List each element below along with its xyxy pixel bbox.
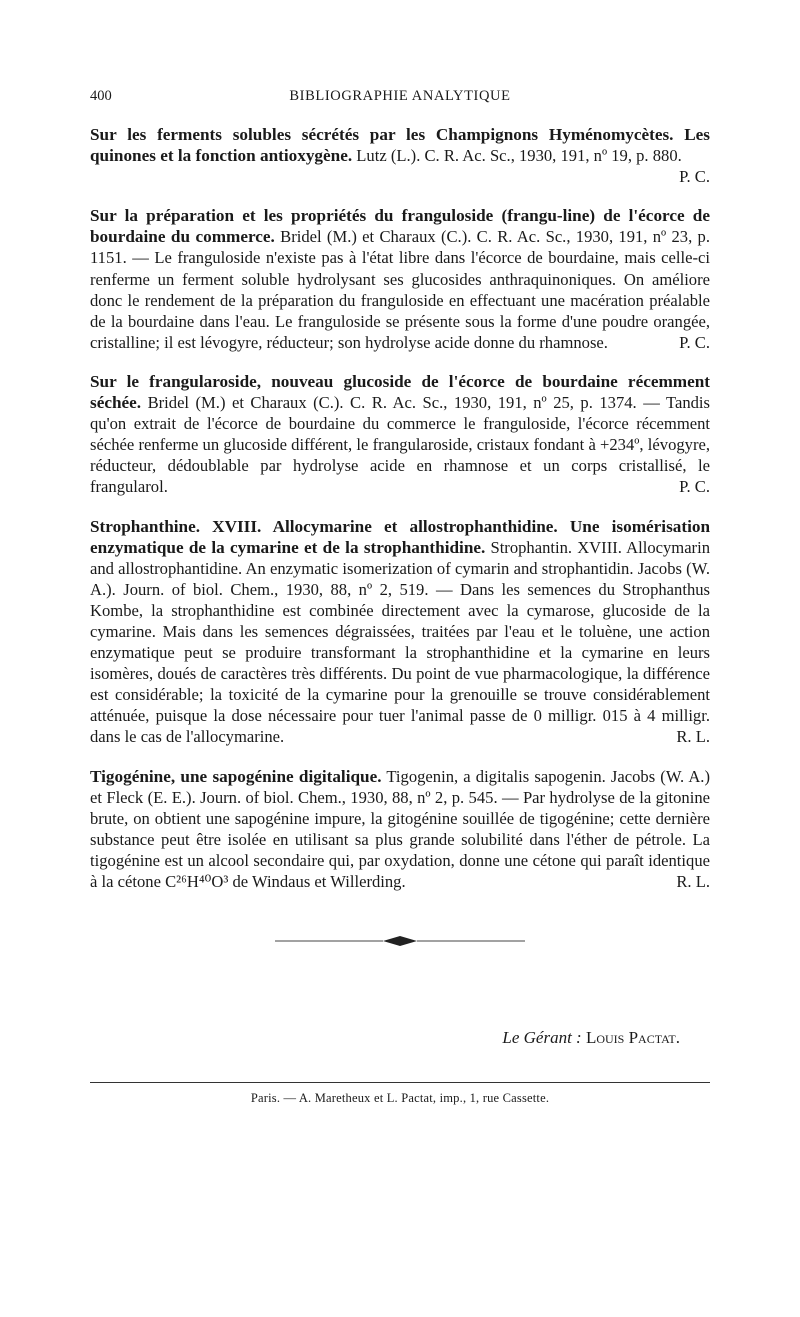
entry-title: Sur les ferments solubles sécrétés par les Champignons Hyménomycètes. Les quinones et la fonction antioxygène. [90,125,710,166]
running-title: BIBLIOGRAPHIE ANALYTIQUE [289,88,511,104]
bibliography-entry [90,205,710,353]
running-head [90,88,710,108]
gerant-label: Le Gérant : [502,1028,582,1048]
gerant-name: Louis Pactat. [585,1028,680,1048]
entry-signature: R. L. [676,727,710,747]
entry-body: — Tandis qu'on extrait de l'écorce de bourdaine du commerce le franguloside, l'écorce récemment séchée renferme un glucoside différent, le frangularoside, cristaux fondant à +234º, lévogyre, réducteur, dédoublable par hydrolyse acide en rhamnose et un corps cristallisé, le frangularol. [90,393,710,497]
entry-body: — Le franguloside n'existe pas à l'état libre dans l'écorce de bourdaine, mais celle-ci renferme un ferment soluble hydrolysant ses glucosides anthraquinoniques. On améliore donc le rendement de la préparation du franguloside en effectuant une macération préalable de la bourdaine dans l'eau. Le franguloside se présente sous la forme d'une poudre orangée, cristalline; il est lévogyre, réducteur; son hydrolyse acide donne du rhamnose. [90,248,710,352]
page [90,88,710,1106]
entry-body: — Dans les semences du Strophanthus Kombe, la strophanthidine est combinée directement avec la cymarose, glucoside de la cymarine. Mais dans les semences dégraissées, traitées par l'eau et le toluène, une action enzymatique peut se produire transformant la strophanthidine et la cymarine en leurs isomères, doués de caractères très différents. Du point de vue pharmacologique, la différence est considérable; la toxicité de la cymarine pour la grenouille se trouve considérablement atténuée, puisque la dose nécessaire pour tuer l'animal passe de 0 milligr. 015 à 4 milligr. dans le cas de l'allocymarine. [90,579,711,747]
entry-title: Sur le frangularoside, nouveau glucoside de l'écorce de bourdaine récemment séchée. [90,371,710,413]
entry-citation: Tigogenin, a digitalis sapogenin. Jacobs (W. A.) et Fleck (E. E.). Journ. of biol. Chem., 1930, 88, nº 2, p. 545. [90,766,710,807]
entry-signature: P. C. [679,167,710,187]
entry-title: Sur la préparation et les propriétés du franguloside (frangu-line) de l'écorce de bourdaine du commerce. [90,206,710,247]
footer-rule [90,1082,710,1083]
bibliography-entry [90,516,710,748]
gerant-signature [90,1028,710,1048]
entry-citation: Bridel (M.) et Charaux (C.). C. R. Ac. Sc., 1930, 191, nº 23, p. 1151. [90,227,710,268]
section-divider-ornament [275,934,525,948]
bibliography-entry [90,124,710,187]
entry-citation: Lutz (L.). C. R. Ac. Sc., 1930, 191, nº 19, p. 880. [356,146,682,166]
entry-title: Tigogénine, une sapogénine digitalique. [90,766,382,786]
entry-citation: Strophantin. XVIII. Allocymarin and allostrophantidine. An enzymatic isomerization of cymarin and strophantidin. Jacobs (W. A.). Journ. of biol. Chem., 1930, 88, nº 2, 519. [90,537,710,599]
printer-imprint: Paris. — A. Maretheux et L. Pactat, imp., 1, rue Cassette. [250,1091,550,1106]
entry-body: — Par hydrolyse de la gitonine brute, on obtient une sapogénine impure, la gitogénine souillée de tigogénine; cette dernière substance peut être isolée en utilisant sa plus grande solubilité dans l'éther de pétrole. La tigogénine est un alcool secondaire qui, par oxydation, donne une cétone qui paraît identique à la cétone C²⁶H⁴⁰O³ de Windaus et Willerding. [90,787,711,891]
bibliography-entry [90,371,710,498]
entry-signature: P. C. [679,332,710,352]
entry-title: Strophanthine. XVIII. Allocymarine et allostrophanthidine. Une isomérisation enzymatique de la cymarine et de la strophanthidine. [90,516,710,557]
page-number: 400 [90,88,112,104]
entry-citation: Bridel (M.) et Charaux (C.). C. R. Ac. Sc., 1930, 191, nº 25, p. 1374. [147,393,637,413]
entry-signature: R. L. [676,872,710,891]
bibliography-entry [90,766,710,893]
entry-signature: P. C. [679,477,710,497]
